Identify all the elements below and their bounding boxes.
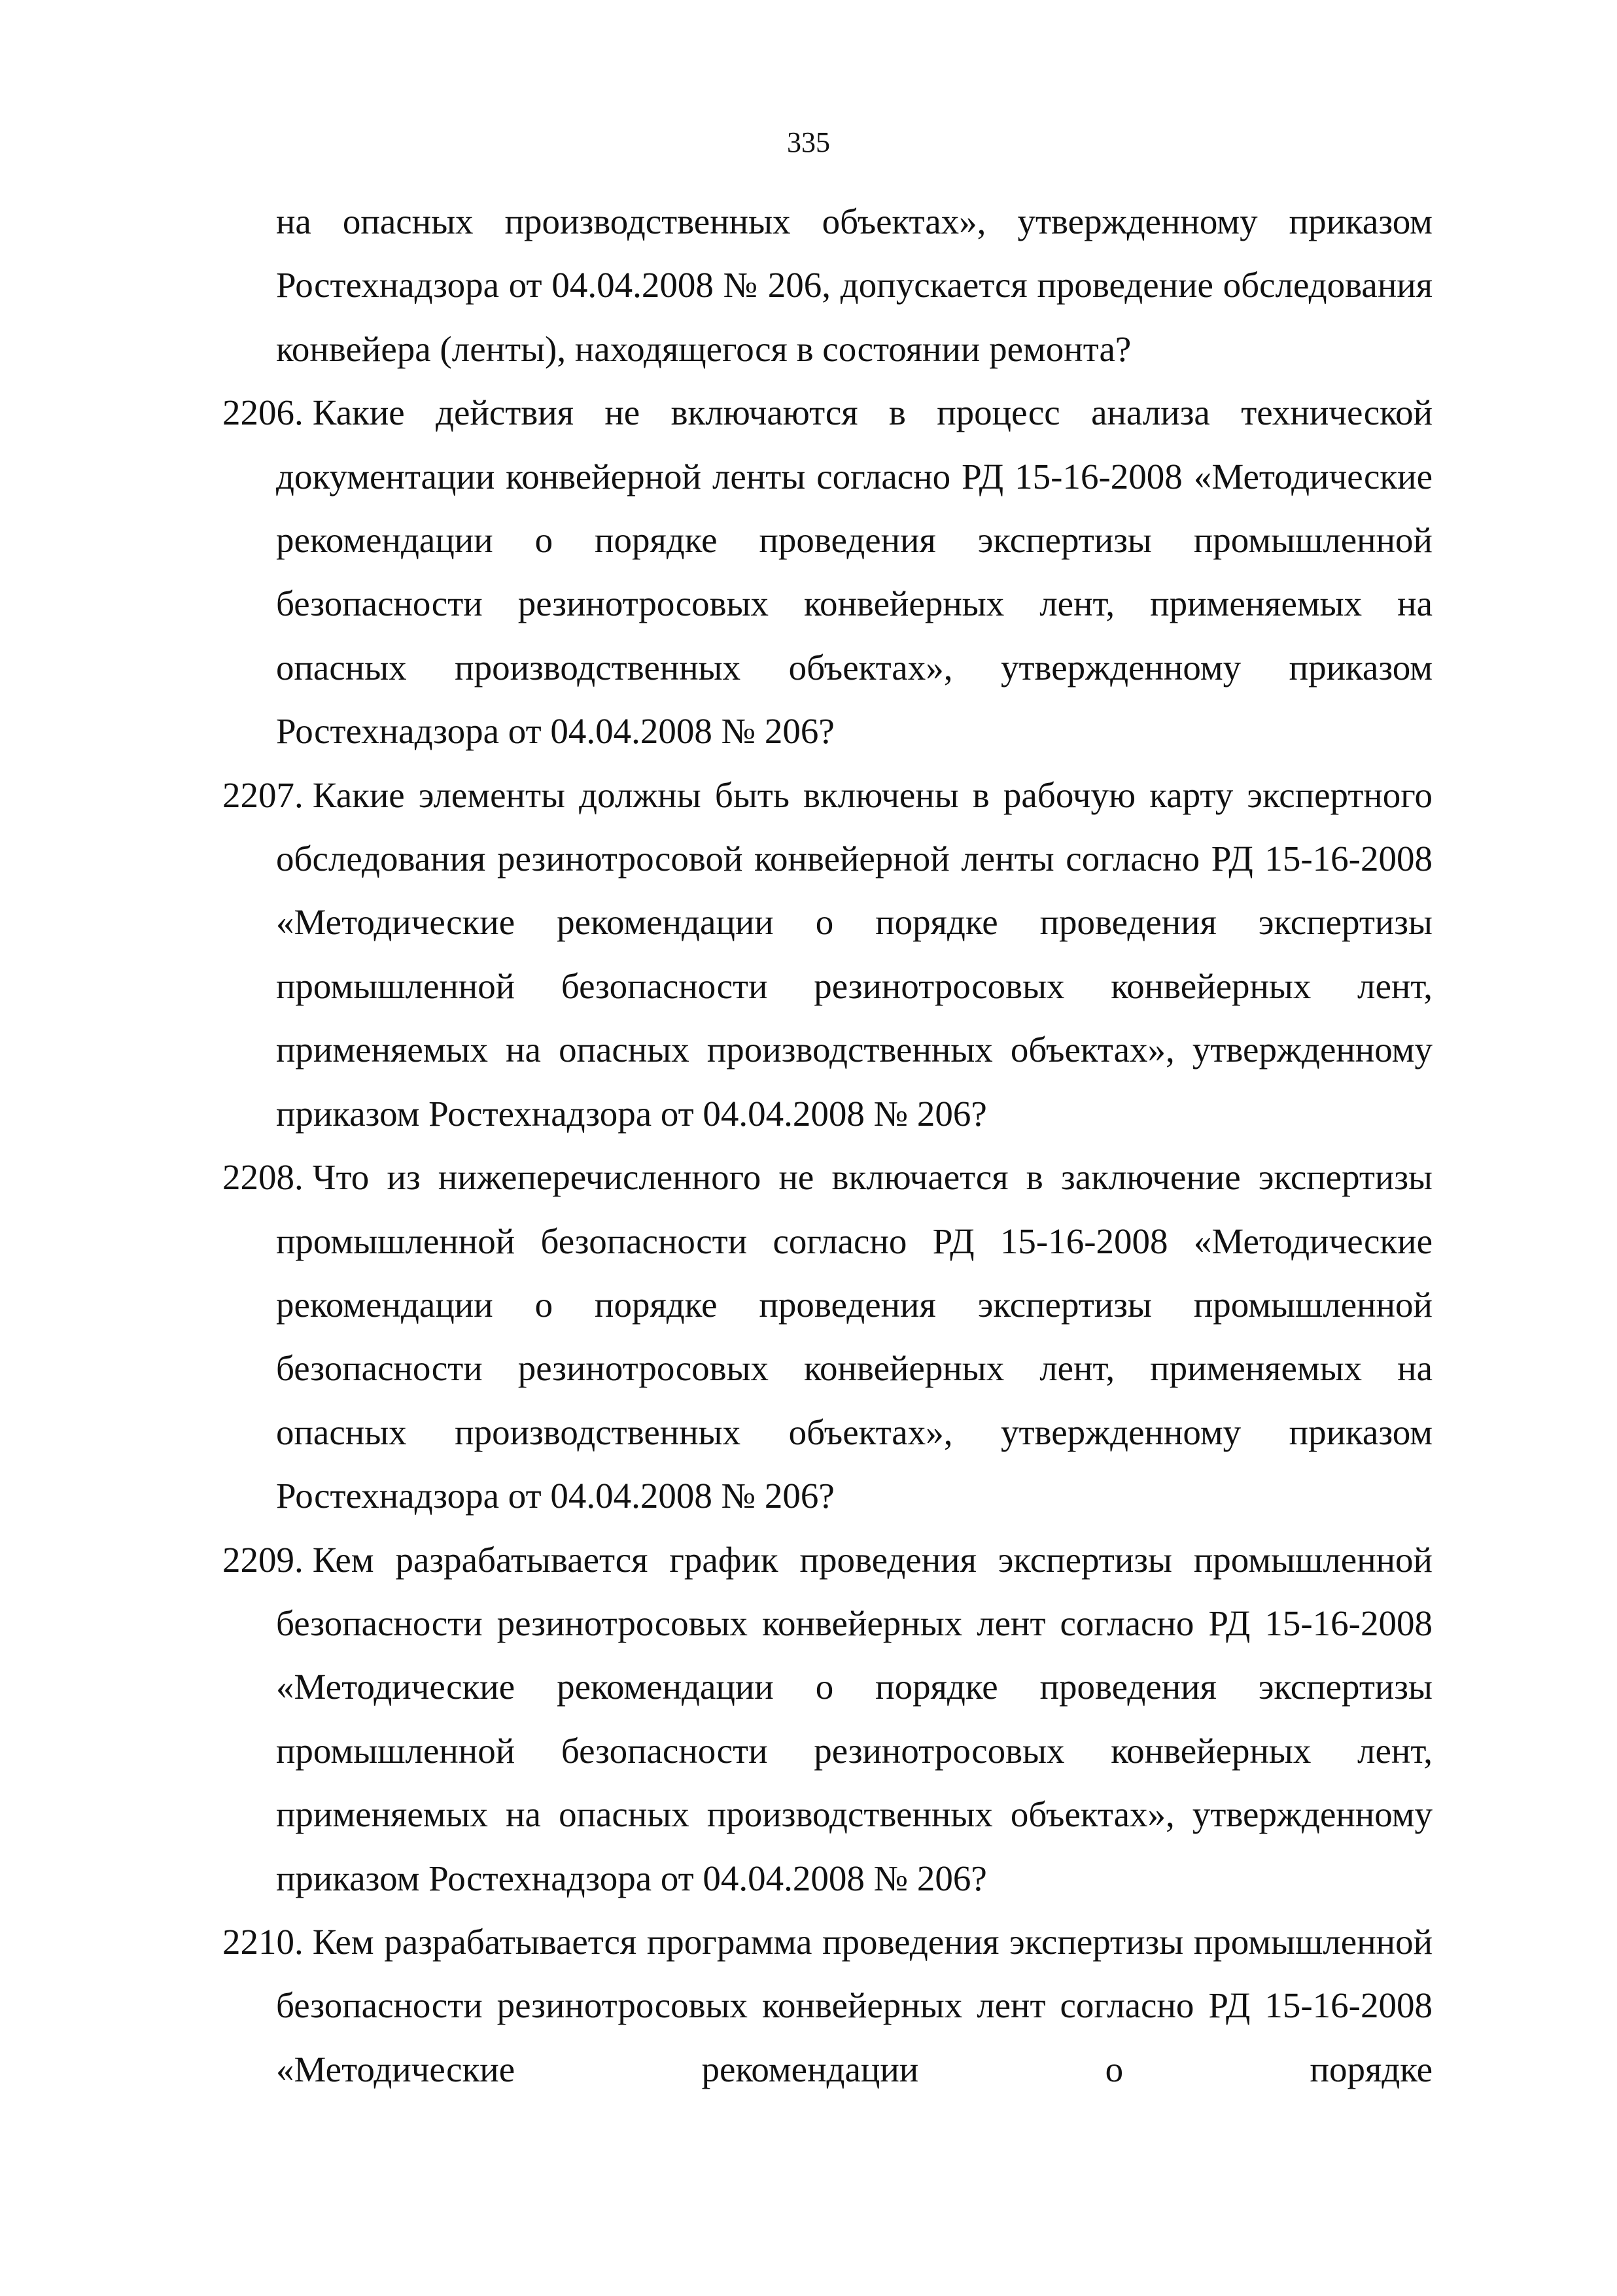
question-item-2206 <box>222 381 1433 763</box>
question-number: 2210. <box>222 1921 304 1962</box>
question-text: Кем разрабатывается график проведения экспертизы промышленной безопасности резинотросовых конвейерных лент согласно РД 15-16-2008 «Методические рекомендации о порядке проведения экспертизы промышленной безопасности резинотросовых конвейерных лент, применяемых на опасных производственных объектах», утвержденному приказом Ростехнадзора от 04.04.2008 № 206? <box>276 1539 1433 1898</box>
question-text: Что из нижеперечисленного не включается в заключение экспертизы промышленной безопасности согласно РД 15-16-2008 «Методические рекомендации о порядке проведения экспертизы промышленной безопасности резинотросовых конвейерных лент, применяемых на опасных производственных объектах», утвержденному приказом Ростехнадзора от 04.04.2008 № 206? <box>276 1157 1433 1516</box>
question-item-2209 <box>222 1528 1433 1910</box>
question-item-2210 <box>222 1910 1433 2101</box>
question-text: Какие элементы должны быть включены в рабочую карту экспертного обследования резинотросовой конвейерной ленты согласно РД 15-16-2008 «Методические рекомендации о порядке проведения экспертизы промышленной безопасности резинотросовых конвейерных лент, применяемых на опасных производственных объектах», утвержденному приказом Ростехнадзора от 04.04.2008 № 206? <box>276 774 1433 1134</box>
question-text: Какие действия не включаются в процесс анализа технической документации конвейерной ленты согласно РД 15-16-2008 «Методические рекомендации о порядке проведения экспертизы промышленной безопасности резинотросовых конвейерных лент, применяемых на опасных производственных объектах», утвержденному приказом Ростехнадзора от 04.04.2008 № 206? <box>276 392 1433 752</box>
intro-paragraph: на опасных производственных объектах», утвержденному приказом Ростехнадзора от 04.04.2008 № 206, допускается проведение обследования конвейера (ленты), находящегося в состоянии ремонта? <box>276 201 1433 369</box>
question-number: 2209. <box>222 1539 304 1580</box>
document-body <box>222 190 1433 2101</box>
question-text: Кем разрабатывается программа проведения экспертизы промышленной безопасности резинотросовых конвейерных лент согласно РД 15-16-2008 «Методические рекомендации о порядке <box>276 1921 1433 2089</box>
question-number: 2206. <box>222 392 304 433</box>
question-number: 2208. <box>222 1157 304 1198</box>
question-item-2207 <box>222 763 1433 1145</box>
question-item-2208 <box>222 1145 1433 1527</box>
page-number: 335 <box>787 126 830 158</box>
question-number: 2207. <box>222 774 304 815</box>
